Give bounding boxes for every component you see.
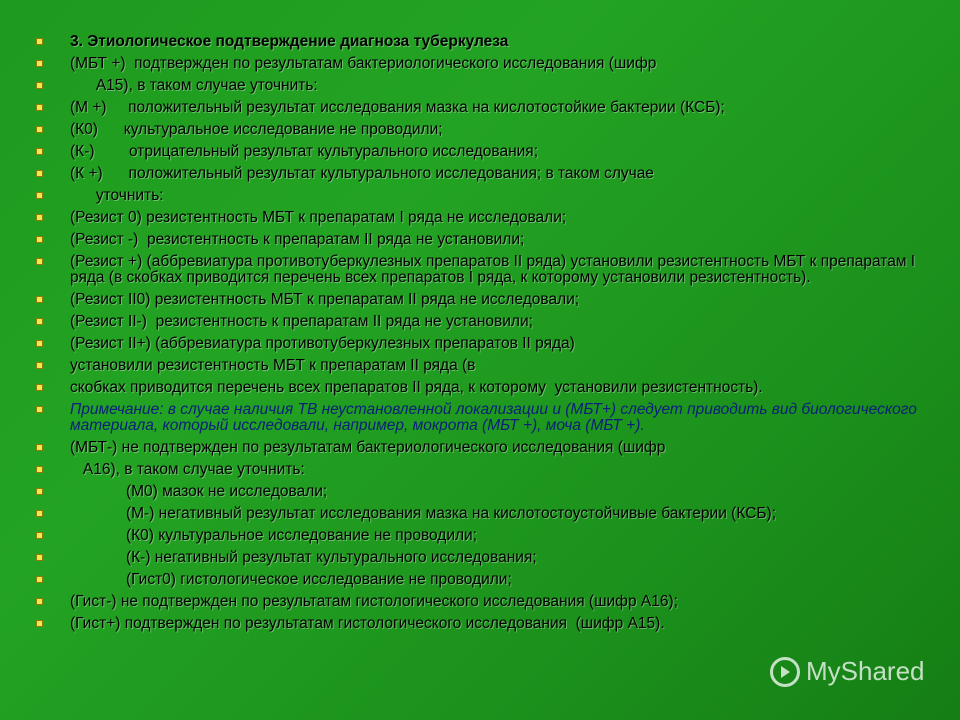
square-bullet-icon [36, 296, 43, 303]
square-bullet-icon [36, 60, 43, 67]
list-item [34, 594, 934, 610]
square-bullet-icon [36, 510, 43, 517]
list-item-text: (Резист II-) резистентность к препаратам II ряда не установили; [70, 313, 533, 330]
square-bullet-icon [36, 620, 43, 627]
list-item-text: (М-) негативный результат исследования мазка на кислотостоустойчивые бактерии (КСБ); [70, 505, 777, 522]
square-bullet-icon [36, 466, 43, 473]
list-item [34, 484, 934, 500]
list-item [34, 78, 934, 94]
list-item [34, 34, 934, 50]
list-item-text: 3. Этиологическое подтверждение диагноза туберкулеза [70, 33, 509, 50]
list-item-text: (МБТ +) подтвержден по результатам бактериологического исследования (шифр [70, 55, 657, 72]
square-bullet-icon [36, 148, 43, 155]
list-item-text: (К-) негативный результат культурального исследования; [70, 549, 537, 566]
list-item-text: (Резист -) резистентность к препаратам II ряда не установили; [70, 231, 525, 248]
list-item-text: (Гист-) не подтвержден по результатам гистологического исследования (шифр А16); [70, 593, 678, 610]
square-bullet-icon [36, 384, 43, 391]
list-item [34, 122, 934, 138]
square-bullet-icon [36, 318, 43, 325]
list-item-text: (К0) культуральное исследование не проводили; [70, 121, 443, 138]
square-bullet-icon [36, 126, 43, 133]
square-bullet-icon [36, 488, 43, 495]
list-item-text: (К +) положительный результат культурального исследования; в таком случае [70, 165, 654, 182]
list-item-text: (Резист +) (аббревиатура противотуберкулезных препаратов II ряда) установили резистентность МБТ к препаратам I ряда (в скобках приводится перечень всех препаратов I ряда, к которому установили резистентность). [70, 253, 920, 286]
square-bullet-icon [36, 104, 43, 111]
list-item-text: установили резистентность МБТ к препаратам II ряда (в [70, 357, 476, 374]
list-item [34, 292, 934, 308]
list-item-text: (М +) положительный результат исследования мазка на кислотостойкие бактерии (КСБ); [70, 99, 725, 116]
list-item-text: (Резист 0) резистентность МБТ к препаратам I ряда не исследовали; [70, 209, 567, 226]
list-item [34, 314, 934, 330]
square-bullet-icon [36, 532, 43, 539]
list-item-text: (МБТ-) не подтвержден по результатам бактериологического исследования (шифр [70, 439, 666, 456]
list-item-text: скобках приводится перечень всех препаратов II ряда, к которому установили резистентность). [70, 379, 763, 396]
list-item [34, 188, 934, 204]
list-item [34, 380, 934, 396]
list-item [34, 210, 934, 226]
square-bullet-icon [36, 554, 43, 561]
list-item-text: (Гист0) гистологическое исследование не проводили; [70, 571, 512, 588]
list-item [34, 550, 934, 566]
watermark [770, 656, 925, 687]
list-item-text: А16), в таком случае уточнить: [70, 461, 305, 478]
list-item-text: (Резист II0) резистентность МБТ к препаратам II ряда не исследовали; [70, 291, 580, 308]
list-item [34, 166, 934, 182]
square-bullet-icon [36, 214, 43, 221]
list-item [34, 100, 934, 116]
list-item-text: (Гист+) подтвержден по результатам гистологического исследования (шифр А15). [70, 615, 665, 632]
square-bullet-icon [36, 598, 43, 605]
list-item [34, 144, 934, 160]
list-item [34, 616, 934, 632]
list-item-text: (К-) отрицательный результат культурального исследования; [70, 143, 539, 160]
square-bullet-icon [36, 406, 43, 413]
list-item [34, 528, 934, 544]
list-item-text: (М0) мазок не исследовали; [70, 483, 328, 500]
square-bullet-icon [36, 444, 43, 451]
list-item [34, 358, 934, 374]
square-bullet-icon [36, 362, 43, 369]
list-item-text: (К0) культуральное исследование не проводили; [70, 527, 477, 544]
square-bullet-icon [36, 236, 43, 243]
square-bullet-icon [36, 258, 43, 265]
square-bullet-icon [36, 170, 43, 177]
list-item [34, 572, 934, 588]
square-bullet-icon [36, 192, 43, 199]
list-item [34, 402, 934, 434]
square-bullet-icon [36, 38, 43, 45]
list-item [34, 232, 934, 248]
square-bullet-icon [36, 340, 43, 347]
play-logo-icon [770, 657, 800, 687]
list-item-text: (Резист II+) (аббревиатура противотуберкулезных препаратов II ряда) [70, 335, 575, 352]
list-item-text: Примечание: в случае наличия ТВ неустановленной локализации и (МБТ+) следует приводить вид биологического материала, который исследовали, например, мокрота (МБТ +), моча (МБТ +). [70, 401, 922, 434]
list-item [34, 440, 934, 456]
square-bullet-icon [36, 82, 43, 89]
list-item [34, 506, 934, 522]
watermark-text: MyShared [806, 656, 925, 686]
list-item [34, 254, 934, 286]
list-item-text: уточнить: [70, 187, 164, 204]
square-bullet-icon [36, 576, 43, 583]
list-item [34, 336, 934, 352]
list-item-text: А15), в таком случае уточнить: [70, 77, 318, 94]
list-item [34, 56, 934, 72]
list-item [34, 462, 934, 478]
bullet-list [34, 34, 934, 638]
